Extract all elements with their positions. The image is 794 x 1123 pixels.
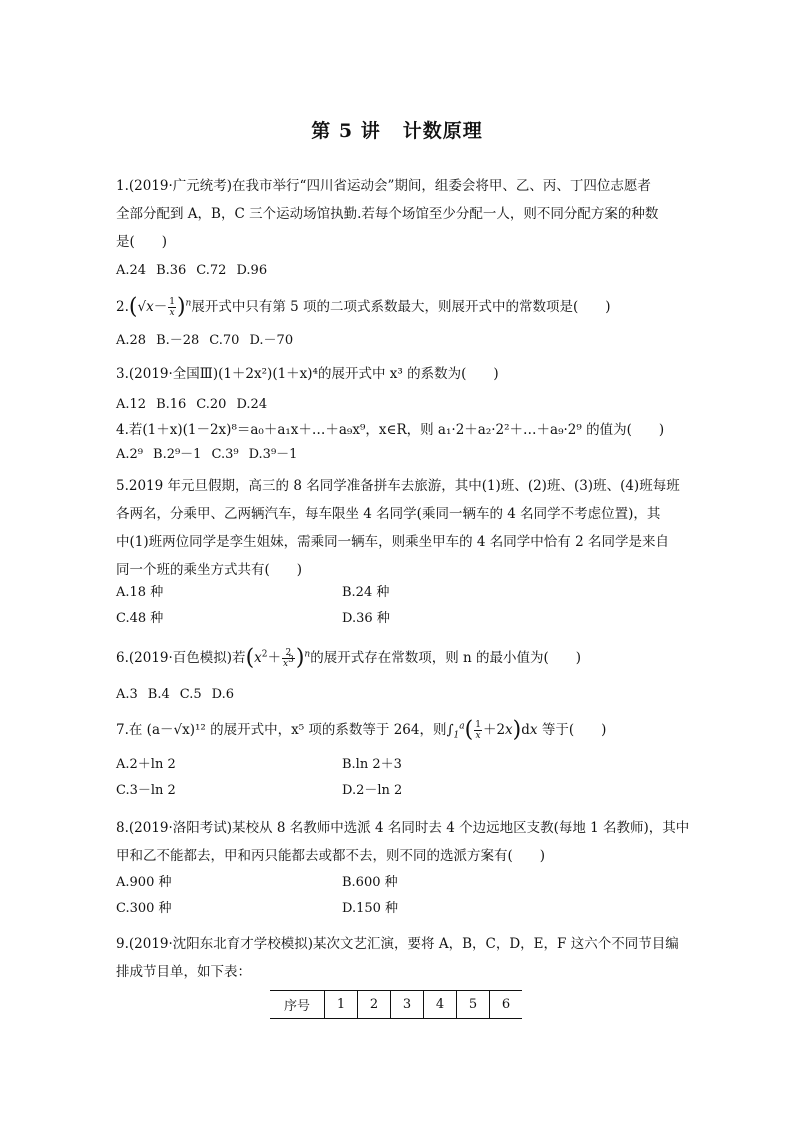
lecture-number: 第 5 讲 — [311, 120, 381, 142]
option-d: D.24 — [236, 397, 268, 412]
question-4-options — [116, 442, 676, 468]
table-cell: 4 — [424, 991, 457, 1019]
option-d: D.－70 — [249, 333, 294, 348]
question-9-line-2: 排成节目单，如下表： — [116, 964, 251, 980]
question-8-line-1: 8.(2019·洛阳考试)某校从 8 名教师中选派 4 名同时去 4 个边远地区支教(每地 1 名教师)，其中 — [116, 820, 690, 836]
question-1-line-3: 是( ) — [116, 234, 168, 250]
option-b: B.ln 2＋3 — [342, 757, 402, 772]
option-c: C.72 — [196, 263, 227, 278]
question-5 — [116, 472, 680, 584]
question-2-prefix: 2. — [116, 299, 129, 315]
question-7 — [116, 714, 676, 746]
question-7-options — [116, 752, 676, 804]
table-cell: 1 — [325, 991, 358, 1019]
option-a: A.900 种 — [116, 875, 172, 890]
option-a: A.24 — [116, 263, 147, 278]
question-7-prefix: 7.在 (a－√x)¹² 的展开式中，x⁵ 项的系数等于 264，则 — [116, 722, 447, 738]
option-c: C.70 — [209, 333, 240, 348]
table-cell: 3 — [391, 991, 424, 1019]
question-5-line-3: 中(1)班两位同学是孪生姐妹，需乘同一辆车，则乘坐甲车的 4 名同学中恰有 2 名同学是来自 — [116, 534, 669, 550]
question-3-options — [116, 392, 676, 418]
option-c: C.48 种 — [116, 611, 164, 626]
option-b: B.36 — [156, 263, 187, 278]
option-a: A.2⁹ — [116, 447, 144, 462]
option-c: C.20 — [196, 397, 227, 412]
question-6-line — [116, 642, 676, 674]
question-5-options — [116, 580, 676, 632]
question-5-line-4: 同一个班的乘坐方式共有( ) — [116, 562, 303, 578]
question-7-tail: 等于( ) — [541, 722, 607, 738]
option-d: D.6 — [211, 687, 235, 702]
option-d: D.150 种 — [342, 901, 399, 916]
question-4 — [116, 416, 676, 444]
question-2-formula: (√x－ $\frac{1}{x}$ )$^n$ — [128, 294, 192, 320]
question-8-line-2: 甲和乙不能都去，甲和丙只能都去或都不去，则不同的选派方案有( ) — [116, 848, 546, 864]
question-1-options — [116, 258, 676, 284]
option-c: C.300 种 — [116, 901, 172, 916]
option-d: D.96 — [236, 263, 268, 278]
question-6-options — [116, 682, 676, 708]
option-c: C.3－ln 2 — [116, 783, 176, 798]
option-c: C.5 — [179, 687, 202, 702]
question-4-line: 4.若(1＋x)(1－2x)⁸＝a₀＋a₁x＋…＋a₉x⁹，x∈R，则 a₁·2＋a₂·2²＋…＋a₉·2⁹ 的值为( ) — [116, 422, 665, 438]
question-7-line — [116, 714, 676, 746]
question-2-options — [116, 328, 676, 354]
question-1-line-2: 全部分配到 A，B，C 三个运动场馆执勤.若每个场馆至少分配一人，则不同分配方案的种数 — [116, 206, 659, 222]
option-b: B.600 种 — [342, 875, 398, 890]
page-title — [0, 116, 794, 143]
table-cell: 5 — [457, 991, 490, 1019]
option-a: A.3 — [116, 687, 138, 702]
option-d: D.36 种 — [342, 611, 390, 626]
option-b: B.－28 — [156, 333, 200, 348]
option-b: B.24 种 — [342, 585, 390, 600]
question-9-line-1: 9.(2019·沈阳东北育才学校模拟)某次文艺汇演，要将 A，B，C，D，E，F 这六个不同节目编 — [116, 936, 679, 952]
question-1-line-1: 1.(2019·广元统考)在我市举行“四川省运动会”期间，组委会将甲、乙、丙、丁四位志愿者 — [116, 178, 651, 194]
lecture-topic: 计数原理 — [402, 120, 483, 142]
question-6 — [116, 642, 676, 674]
option-a: A.2＋ln 2 — [116, 757, 176, 772]
question-2 — [116, 292, 676, 322]
question-3-line: 3.(2019·全国Ⅲ)(1＋2x²)(1＋x)⁴的展开式中 x³ 的系数为( ) — [116, 366, 499, 382]
question-8 — [116, 814, 690, 870]
question-5-line-2: 各两名，分乘甲、乙两辆汽车，每车限坐 4 名同学(乘同一辆车的 4 名同学不考虑位置)，其 — [116, 506, 661, 522]
option-b: B.4 — [147, 687, 170, 702]
option-c: C.3⁹ — [211, 447, 239, 462]
table-row — [270, 991, 522, 1019]
question-6-formula: ($x^2+$ $\frac{2}{x^3}$ )$^n$ — [245, 645, 311, 671]
question-2-line — [116, 292, 676, 322]
question-1 — [116, 172, 676, 256]
question-9 — [116, 930, 679, 986]
table-cell: 6 — [490, 991, 523, 1019]
program-order-table — [270, 990, 522, 1019]
question-6-tail: 的展开式存在常数项，则 n 的最小值为( ) — [310, 650, 582, 666]
option-b: B.2⁹－1 — [153, 447, 202, 462]
option-d: D.2－ln 2 — [342, 783, 403, 798]
question-3 — [116, 360, 676, 388]
option-b: B.16 — [156, 397, 187, 412]
question-5-line-1: 5.2019 年元旦假期，高三的 8 名同学准备拼车去旅游，其中(1)班、(2)班、(3)班、(4)班每班 — [116, 478, 680, 494]
table-cell: 2 — [358, 991, 391, 1019]
question-2-tail: 展开式中只有第 5 项的二项式系数最大，则展开式中的常数项是( ) — [191, 299, 611, 315]
table-header-cell: 序号 — [270, 991, 325, 1019]
option-d: D.3⁹－1 — [248, 447, 298, 462]
option-a: A.28 — [116, 333, 147, 348]
question-7-integral: $\int_1^a$( $\frac{1}{x}$ ＋2x)dx — [446, 717, 538, 743]
option-a: A.18 种 — [116, 585, 164, 600]
option-a: A.12 — [116, 397, 147, 412]
question-8-options — [116, 870, 676, 922]
question-6-prefix: 6.(2019·百色模拟)若 — [116, 650, 246, 666]
